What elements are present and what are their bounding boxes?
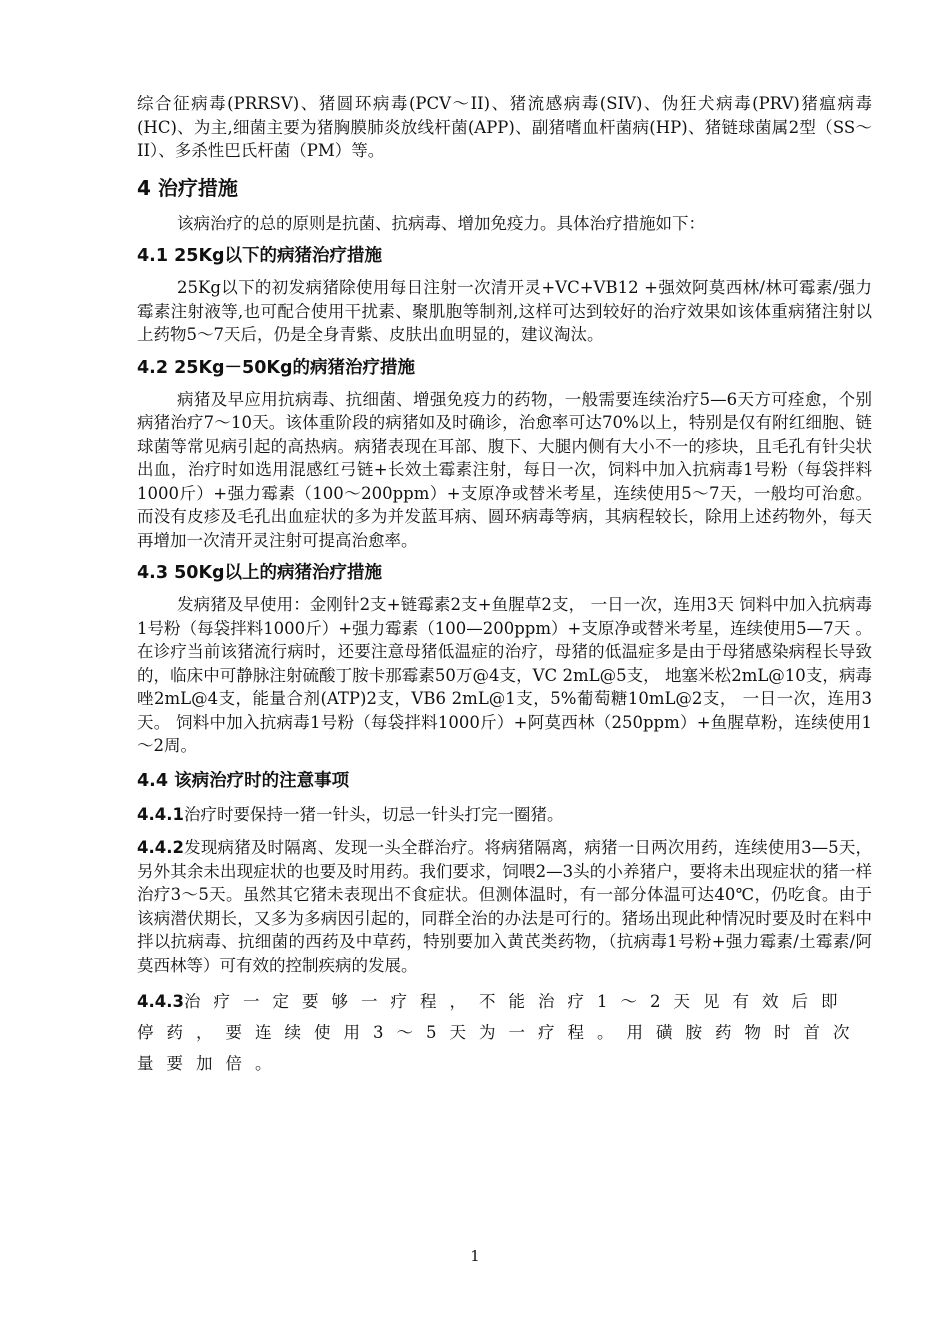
note-number: 4.4.2 [137,838,184,857]
intro-paragraph: 综合征病毒(PRRSV)、猪圆环病毒(PCV～II)、猪流感病毒(SIV)、伪狂犬病毒(PRV)猪瘟病毒(HC)、为主,细菌主要为猪胸膜肺炎放线杆菌(APP)、副猪嗜血杆菌病(HP)、猪链球菌属2型（SS～II）、多杀性巴氏杆菌（PM）等。 [137,94,872,160]
section-4-heading: 4 治疗措施 [137,175,238,200]
note-text: 治疗一定要够一疗程，不能治疗1～2天见有效后即停药，要连续使用3～5天为一疗程。用磺胺药物时首次量要加倍。 [137,992,863,1073]
section-4-2-paragraph: 病猪及早应用抗病毒、抗细菌、增强免疫力的药物，一般需要连续治疗5—6天方可痊愈，个别病猪治疗7～10天。该体重阶段的病猪如及时确诊，治愈率可达70%以上，特别是仅有附红细胞、链球菌等常见病引起的高热病。病猪表现在耳部、腹下、大腿内侧有大小不一的疹块，且毛孔有针尖状出血，治疗时如选用混感红弓链+长效土霉素注射，每日一次，饲料中加入抗病毒1号粉（每袋拌料1000斤）+强力霉素（100～200ppm）+支原净或替米考星，连续使用5～7天，一般均可治愈。 而没有皮疹及毛孔出血症状的多为并发蓝耳病、圆环病毒等病，其病程较长，除用上述药物外，每天再增加一次清开灵注射可提高治愈率。 [137,389,872,550]
section-4-1-heading: 4.1 25Kg以下的病猪治疗措施 [137,246,383,266]
section-4-3-paragraph: 发病猪及早使用：金刚针2支+链霉素2支+鱼腥草2支， 一日一次，连用3天 饲料中加入抗病毒1号粉（每袋拌料1000斤）+强力霉素（100—200ppm）+支原净或替米考星，连续使用5—7天 。在诊疗当前该猪流行病时，还要注意母猪低温症的治疗，母猪的低温症多是由于母猪感染病程长导致的，临床中可静脉注射硫酸丁胺卡那霉素50万@4支，VC 2mL@5支， 地塞米松2mL@10支，病毒唑2mL@4支，能量合剂(ATP)2支，VB6 2mL@1支，5%葡萄糖10mL@2支， 一日一次，连用3天。 饲料中加入抗病毒1号粉（每袋拌料1000斤）+阿莫西林（250ppm）+鱼腥草粉，连续使用1～2周。 [137,595,872,755]
note-number: 4.4.1 [137,804,184,824]
section-4-2-heading: 4.2 25Kg－50Kg的病猪治疗措施 [137,357,415,378]
note-item [137,803,872,827]
section-4-1-paragraph: 25Kg以下的初发病猪除使用每日注射一次清开灵+VC+VB12 +强效阿莫西林/林可霉素/强力霉素注射液等,也可配合使用干扰素、聚肌胞等制剂,这样可达到较好的治疗效果如该体重病猪注射以上药物5～7天后，仍是全身青紫、皮肤出血明显的，建议淘汰。 [137,278,872,344]
page-number: 1 [470,1247,480,1265]
section-4-paragraph: 该病治疗的总的原则是抗菌、抗病毒、增加免疫力。具体治疗措施如下： [177,213,705,233]
section-4-3-heading: 4.3 50Kg以上的病猪治疗措施 [137,563,383,583]
document-body [137,92,872,1079]
section-4-4-heading: 4.4 该病治疗时的注意事项 [137,770,350,791]
note-number: 4.4.3 [137,992,184,1011]
note-item [137,836,872,977]
note-item [137,986,872,1079]
note-text: 发现病猪及时隔离、发现一头全群治疗。将病猪隔离，病猪一日两次用药，连续使用3—5天，另外其余未出现症状的也要及时用药。我们要求，饲喂2—3头的小养猪户，要将未出现症状的猪一样治疗3～5天。虽然其它猪未表现出不食症状。但测体温时，有一部分体温可达40℃，仍吃食。由于该病潜伏期长，又多为多病因引起的，同群全治的办法是可行的。猪场出现此种情况时要及时在料中拌以抗病毒、抗细菌的西药及中草药，特别要加入黄芪类药物，（抗病毒1号粉+强力霉素/土霉素/阿莫西林等）可有效的控制疾病的发展。 [137,838,872,975]
note-text: 治疗时要保持一猪一针头，切忌一针头打完一圈猪。 [183,804,564,824]
